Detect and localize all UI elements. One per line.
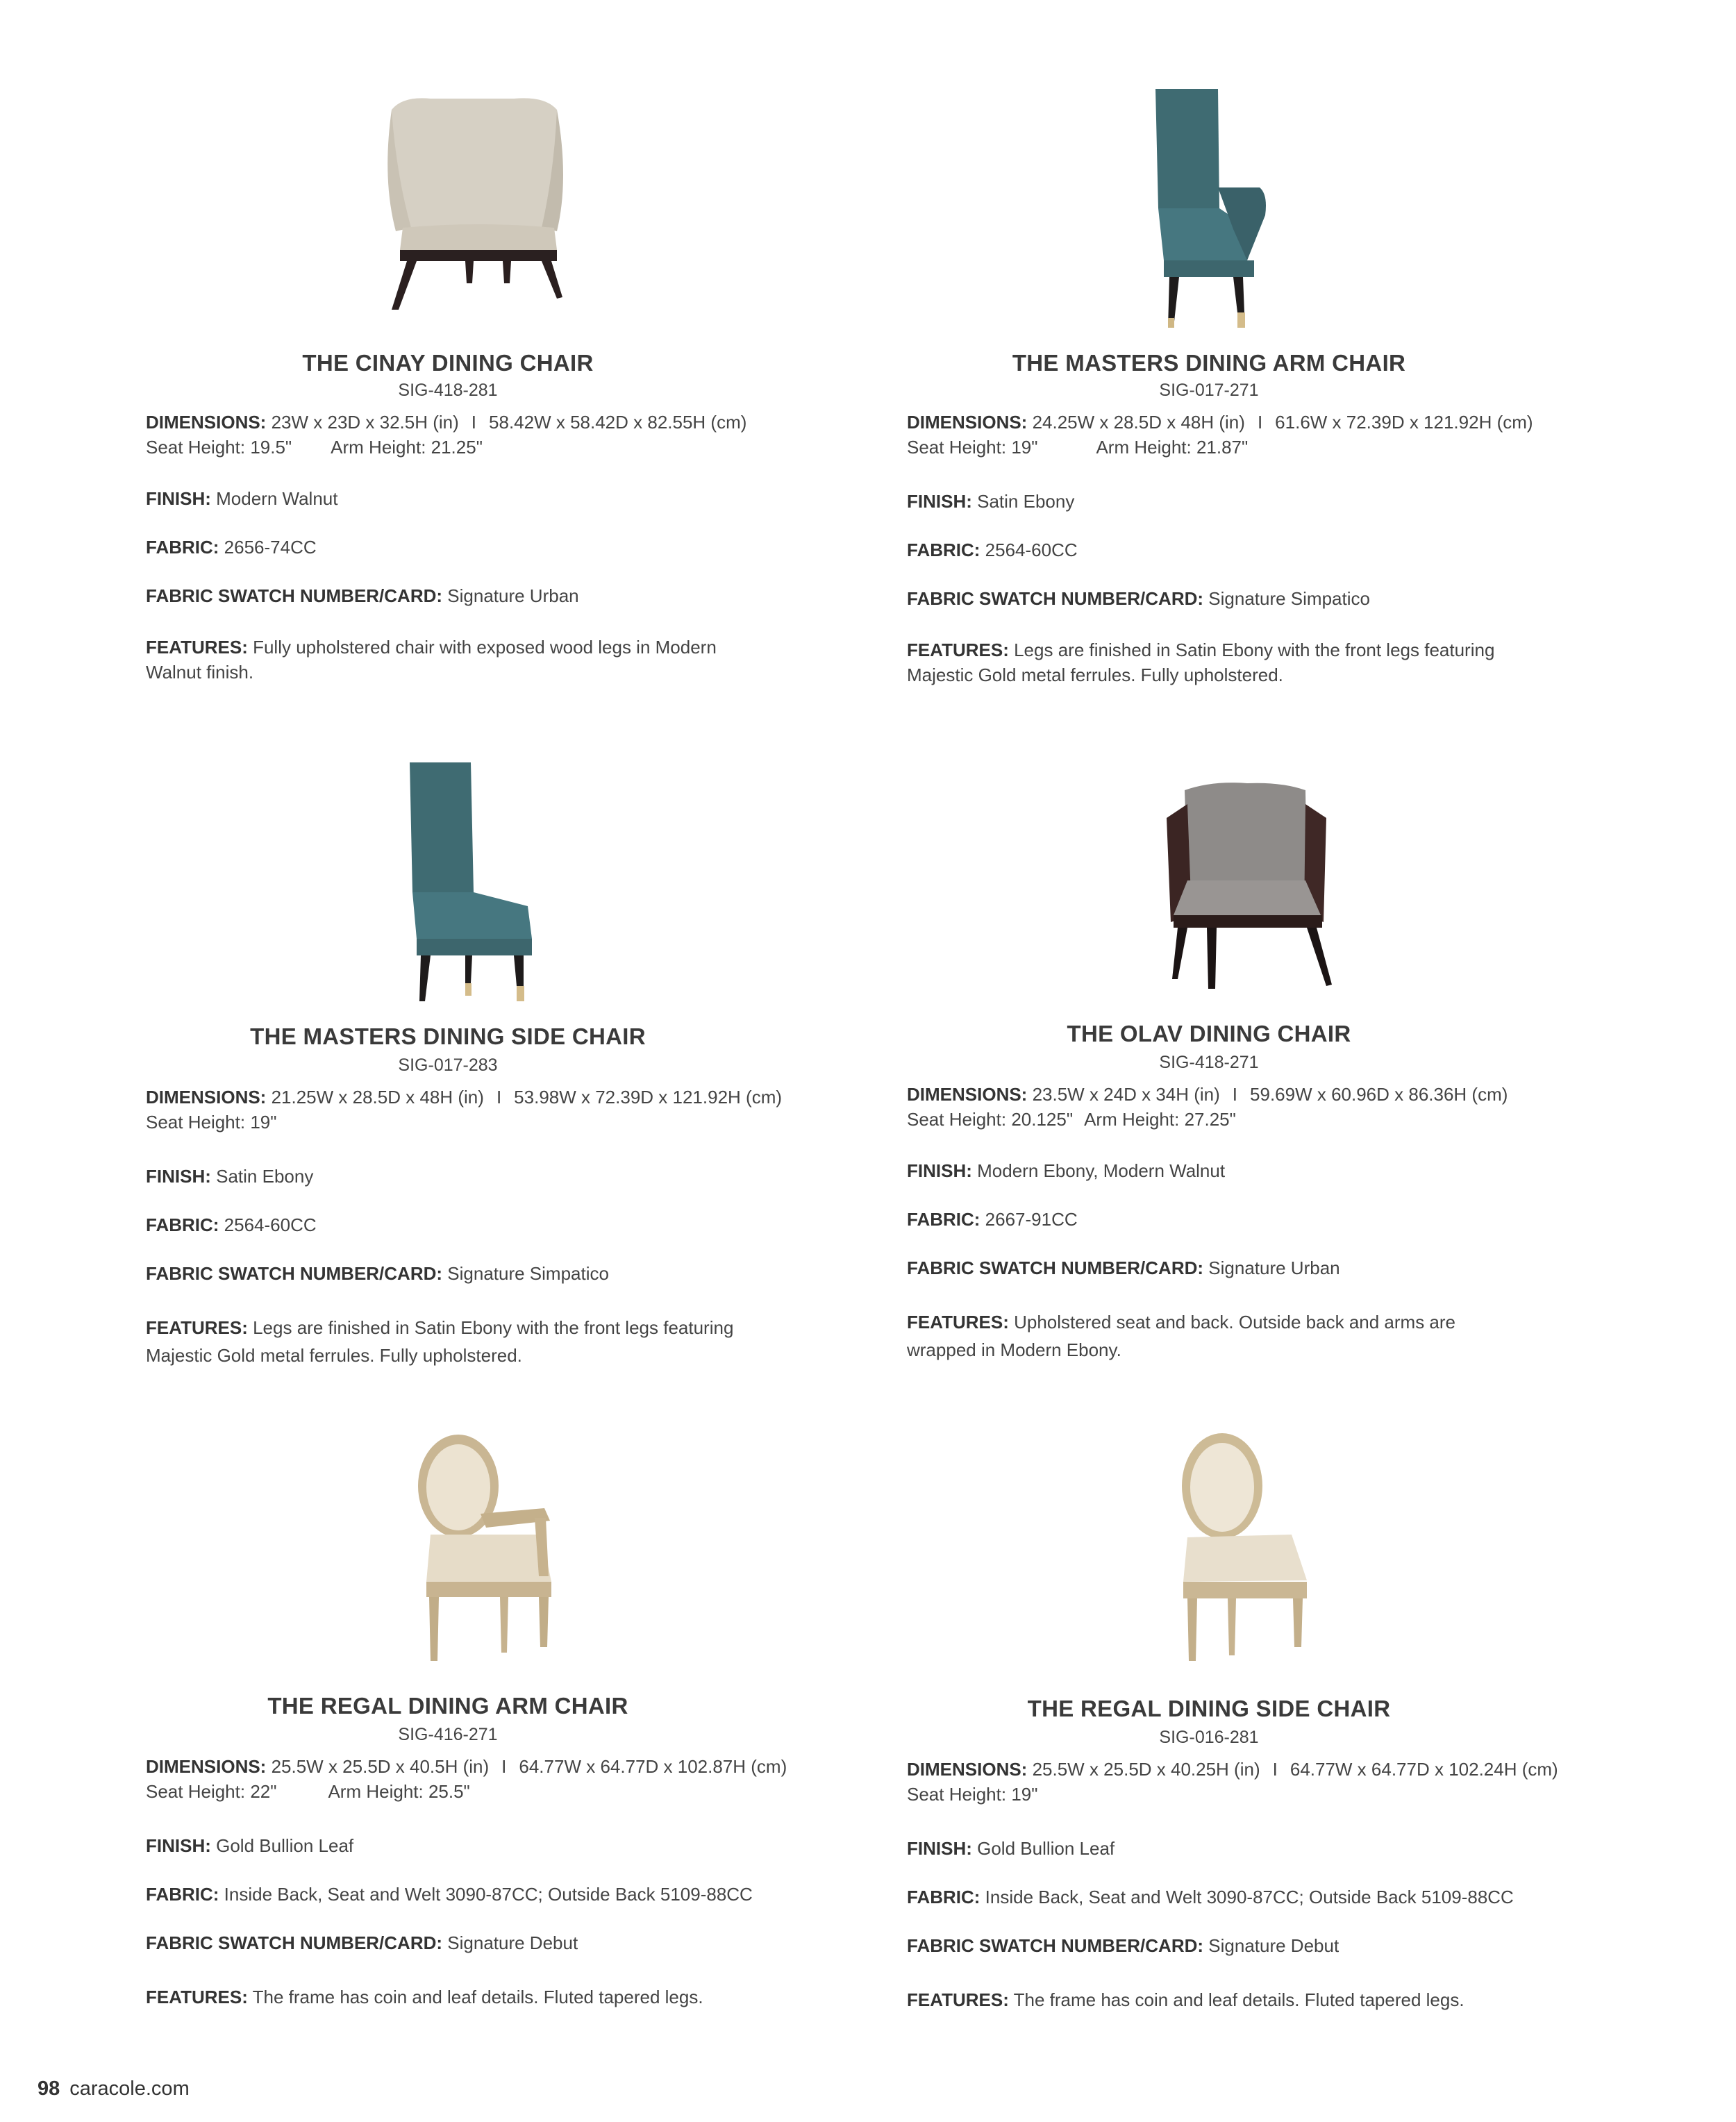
swatch-label: FABRIC SWATCH NUMBER/CARD: bbox=[907, 1935, 1204, 1956]
swatch-line bbox=[907, 586, 1370, 611]
heights-line bbox=[907, 1107, 1236, 1132]
swatch-line bbox=[907, 1933, 1339, 1958]
dimensions-cm: 53.98W x 72.39D x 121.92H (cm) bbox=[514, 1087, 783, 1108]
separator: I bbox=[496, 1087, 502, 1108]
finish-line bbox=[907, 1836, 1115, 1861]
dimensions-cm: 61.6W x 72.39D x 121.92H (cm) bbox=[1275, 412, 1533, 433]
dimensions-line bbox=[146, 410, 746, 435]
dimensions-label: DIMENSIONS: bbox=[146, 412, 267, 433]
fabric-line bbox=[146, 1212, 317, 1237]
seat-height: Seat Height: 22" bbox=[146, 1781, 277, 1802]
swatch-line bbox=[907, 1255, 1340, 1280]
swatch-line bbox=[146, 1261, 609, 1286]
separator: I bbox=[1257, 412, 1263, 433]
heights-line bbox=[907, 435, 1248, 460]
product-sku: SIG-418-281 bbox=[398, 381, 498, 400]
fabric-label: FABRIC: bbox=[907, 1209, 980, 1230]
fabric-line bbox=[146, 1882, 753, 1907]
product-sku: SIG-016-281 bbox=[1159, 1728, 1259, 1747]
dimensions-line bbox=[907, 1757, 1558, 1782]
features-value: The frame has coin and leaf details. Fluted tapered legs. bbox=[1013, 1989, 1464, 2010]
dimensions-inches: 21.25W x 28.5D x 48H (in) bbox=[271, 1087, 484, 1108]
finish-value: Gold Bullion Leaf bbox=[977, 1838, 1115, 1859]
dimensions-cm: 64.77W x 64.77D x 102.24H (cm) bbox=[1290, 1759, 1558, 1780]
dimensions-inches: 25.5W x 25.5D x 40.25H (in) bbox=[1032, 1759, 1260, 1780]
fabric-value: 2564-60CC bbox=[985, 540, 1078, 560]
arm-height: Arm Height: 27.25" bbox=[1084, 1109, 1236, 1130]
features-line-2: Majestic Gold metal ferrules. Fully upholstered. bbox=[907, 665, 1283, 685]
product-sku: SIG-416-271 bbox=[398, 1725, 498, 1744]
dimensions-cm: 64.77W x 64.77D x 102.87H (cm) bbox=[519, 1756, 787, 1777]
product-title: THE REGAL DINING SIDE CHAIR bbox=[1027, 1696, 1391, 1721]
fabric-value: 2667-91CC bbox=[985, 1209, 1078, 1230]
finish-label: FINISH: bbox=[146, 488, 211, 509]
fabric-line bbox=[907, 1885, 1514, 1910]
fabric-line bbox=[146, 535, 317, 560]
dimensions-inches: 23W x 23D x 32.5H (in) bbox=[271, 412, 459, 433]
features-line bbox=[146, 1985, 703, 2010]
finish-label: FINISH: bbox=[907, 1160, 972, 1181]
swatch-label: FABRIC SWATCH NUMBER/CARD: bbox=[146, 1263, 443, 1284]
swatch-line bbox=[146, 583, 579, 608]
finish-value: Modern Ebony, Modern Walnut bbox=[977, 1160, 1226, 1181]
dimensions-label: DIMENSIONS: bbox=[907, 1084, 1028, 1105]
product-title: THE OLAV DINING CHAIR bbox=[1067, 1021, 1351, 1046]
swatch-value: Signature Urban bbox=[447, 585, 579, 606]
features-text bbox=[907, 1308, 1574, 1364]
features-text bbox=[146, 635, 812, 685]
fabric-label: FABRIC: bbox=[907, 540, 980, 560]
dimensions-label: DIMENSIONS: bbox=[146, 1087, 267, 1108]
finish-line bbox=[146, 1164, 313, 1189]
masters-arm-chair-image bbox=[1143, 83, 1310, 330]
features-label: FEATURES: bbox=[907, 1312, 1009, 1332]
fabric-value: 2564-60CC bbox=[224, 1214, 317, 1235]
fabric-value: Inside Back, Seat and Welt 3090-87CC; Outside Back 5109-88CC bbox=[985, 1887, 1514, 1907]
features-line-2: Walnut finish. bbox=[146, 662, 254, 683]
features-line-2: Majestic Gold metal ferrules. Fully upholstered. bbox=[146, 1345, 522, 1366]
features-label: FEATURES: bbox=[146, 1987, 248, 2007]
swatch-label: FABRIC SWATCH NUMBER/CARD: bbox=[146, 1932, 443, 1953]
masters-side-chair-image bbox=[396, 757, 556, 1003]
finish-label: FINISH: bbox=[146, 1166, 211, 1187]
seat-height: Seat Height: 19.5" bbox=[146, 437, 292, 458]
finish-line bbox=[907, 1158, 1225, 1183]
fabric-value: 2656-74CC bbox=[224, 537, 317, 558]
product-title: THE MASTERS DINING ARM CHAIR bbox=[1012, 350, 1406, 376]
dimensions-label: DIMENSIONS: bbox=[907, 412, 1028, 433]
fabric-label: FABRIC: bbox=[146, 1884, 219, 1905]
dimensions-line bbox=[146, 1754, 787, 1779]
features-line-1: Fully upholstered chair with exposed wood legs in Modern bbox=[253, 637, 717, 658]
features-line-1: Legs are finished in Satin Ebony with the front legs featuring bbox=[1014, 640, 1495, 660]
product-sku: SIG-017-271 bbox=[1159, 381, 1259, 400]
seat-height: Seat Height: 19" bbox=[907, 1784, 1038, 1805]
seat-height: Seat Height: 19" bbox=[907, 437, 1038, 458]
swatch-value: Signature Simpatico bbox=[447, 1263, 609, 1284]
seat-height: Seat Height: 19" bbox=[146, 1112, 277, 1133]
features-label: FEATURES: bbox=[146, 1317, 248, 1338]
features-line-2: wrapped in Modern Ebony. bbox=[907, 1339, 1121, 1360]
swatch-label: FABRIC SWATCH NUMBER/CARD: bbox=[146, 585, 443, 606]
separator: I bbox=[501, 1756, 507, 1777]
swatch-value: Signature Urban bbox=[1208, 1258, 1340, 1278]
features-label: FEATURES: bbox=[907, 640, 1009, 660]
finish-line bbox=[146, 486, 337, 511]
fabric-label: FABRIC: bbox=[146, 537, 219, 558]
dimensions-cm: 59.69W x 60.96D x 86.36H (cm) bbox=[1250, 1084, 1508, 1105]
product-sku: SIG-017-283 bbox=[398, 1055, 498, 1075]
fabric-line bbox=[907, 1207, 1078, 1232]
fabric-value: Inside Back, Seat and Welt 3090-87CC; Outside Back 5109-88CC bbox=[224, 1884, 753, 1905]
finish-line bbox=[907, 489, 1074, 514]
cinay-chair-image bbox=[375, 89, 583, 311]
swatch-value: Signature Debut bbox=[447, 1932, 578, 1953]
regal-side-chair-image bbox=[1160, 1429, 1326, 1665]
features-line bbox=[907, 1987, 1464, 2012]
dimensions-inches: 25.5W x 25.5D x 40.5H (in) bbox=[271, 1756, 490, 1777]
swatch-line bbox=[146, 1930, 578, 1955]
page-footer bbox=[37, 2078, 190, 2100]
heights-line bbox=[146, 435, 483, 460]
fabric-label: FABRIC: bbox=[907, 1887, 980, 1907]
heights-line bbox=[146, 1110, 276, 1135]
finish-label: FINISH: bbox=[907, 491, 972, 512]
seat-height: Seat Height: 20.125" bbox=[907, 1109, 1074, 1130]
swatch-value: Signature Simpatico bbox=[1208, 588, 1370, 609]
product-title: THE MASTERS DINING SIDE CHAIR bbox=[250, 1024, 646, 1049]
heights-line bbox=[146, 1779, 470, 1804]
olav-chair-image bbox=[1157, 776, 1337, 992]
finish-line bbox=[146, 1833, 353, 1858]
separator: I bbox=[1232, 1084, 1238, 1105]
dimensions-label: DIMENSIONS: bbox=[907, 1759, 1028, 1780]
product-title: THE REGAL DINING ARM CHAIR bbox=[267, 1693, 628, 1719]
finish-value: Gold Bullion Leaf bbox=[216, 1835, 354, 1856]
features-label: FEATURES: bbox=[907, 1989, 1009, 2010]
swatch-label: FABRIC SWATCH NUMBER/CARD: bbox=[907, 588, 1204, 609]
features-label: FEATURES: bbox=[146, 637, 248, 658]
regal-arm-chair-image bbox=[403, 1430, 576, 1666]
arm-height: Arm Height: 21.87" bbox=[1096, 437, 1249, 458]
swatch-label: FABRIC SWATCH NUMBER/CARD: bbox=[907, 1258, 1204, 1278]
dimensions-line bbox=[907, 410, 1533, 435]
arm-height: Arm Height: 21.25" bbox=[331, 437, 483, 458]
heights-line bbox=[907, 1782, 1037, 1807]
product-title: THE CINAY DINING CHAIR bbox=[302, 350, 594, 376]
finish-label: FINISH: bbox=[146, 1835, 211, 1856]
page-number: 98 bbox=[37, 2078, 60, 2100]
swatch-value: Signature Debut bbox=[1208, 1935, 1339, 1956]
dimensions-inches: 23.5W x 24D x 34H (in) bbox=[1032, 1084, 1220, 1105]
finish-label: FINISH: bbox=[907, 1838, 972, 1859]
features-text bbox=[146, 1314, 812, 1369]
dimensions-line bbox=[907, 1082, 1508, 1107]
separator: I bbox=[471, 412, 477, 433]
finish-value: Satin Ebony bbox=[977, 491, 1075, 512]
dimensions-inches: 24.25W x 28.5D x 48H (in) bbox=[1032, 412, 1245, 433]
fabric-label: FABRIC: bbox=[146, 1214, 219, 1235]
dimensions-cm: 58.42W x 58.42D x 82.55H (cm) bbox=[489, 412, 747, 433]
finish-value: Satin Ebony bbox=[216, 1166, 314, 1187]
features-line-1: Legs are finished in Satin Ebony with the front legs featuring bbox=[253, 1317, 734, 1338]
website-link[interactable]: caracole.com bbox=[69, 2078, 190, 2100]
dimensions-label: DIMENSIONS: bbox=[146, 1756, 267, 1777]
finish-value: Modern Walnut bbox=[216, 488, 338, 509]
fabric-line bbox=[907, 537, 1078, 562]
features-line-1: Upholstered seat and back. Outside back and arms are bbox=[1014, 1312, 1456, 1332]
arm-height: Arm Height: 25.5" bbox=[328, 1781, 470, 1802]
separator: I bbox=[1272, 1759, 1278, 1780]
product-sku: SIG-418-271 bbox=[1159, 1053, 1259, 1072]
dimensions-line bbox=[146, 1085, 782, 1110]
features-value: The frame has coin and leaf details. Fluted tapered legs. bbox=[252, 1987, 703, 2007]
features-text bbox=[907, 637, 1574, 687]
